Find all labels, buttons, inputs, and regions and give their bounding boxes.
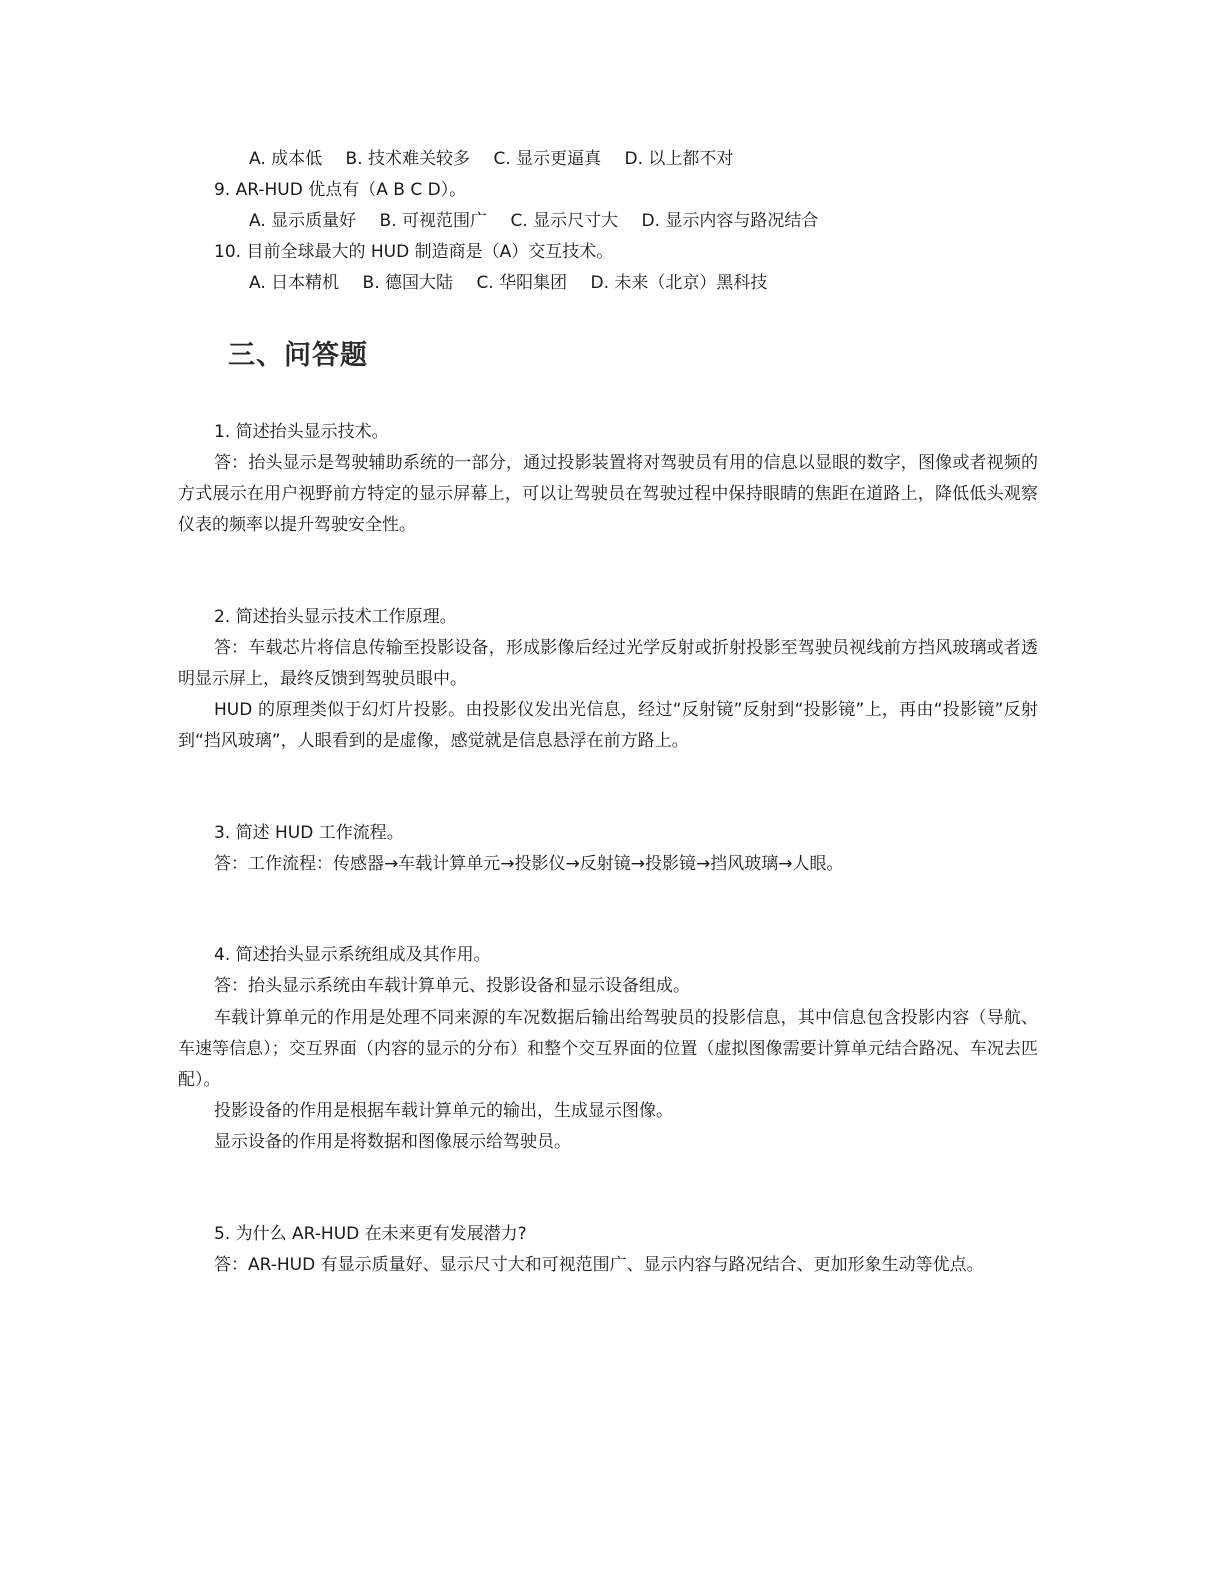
qa5-answer: 答：AR-HUD 有显示质量好、显示尺寸大和可视范围广、显示内容与路况结合、更加形象生动等优点。 [214,1255,984,1275]
qa2-answer-2: HUD 的原理类似于幻灯片投影。由投影仪发出光信息，经过“反射镜”反射到“投影镜”上，再由“投影镜”反射到“挡风玻璃”，人眼看到的是虚像，感觉就是信息悬浮在前方路上。 [178,700,1038,751]
q10-option-d: D. 未来（北京）黑科技 [590,273,768,293]
q9-option-d: D. 显示内容与路况结合 [641,211,819,231]
q8-options [249,148,733,170]
qa4-answer-2: 车载计算单元的作用是处理不同来源的车况数据后输出给驾驶员的投影信息，其中信息包含投影内容（导航、车速等信息）；交互界面（内容的显示的分布）和整个交互界面的位置（虚拟图像需要计算单元结合路况、车况去匹配）。 [178,1008,1038,1090]
q10-option-b: B. 德国大陆 [362,273,454,293]
q8-option-c: C. 显示更逼真 [493,149,602,169]
section-heading: 三、问答题 [228,340,368,371]
qa4-answer-4: 显示设备的作用是将数据和图像展示给驾驶员。 [214,1132,571,1152]
q9-option-b: B. 可视范围广 [379,211,488,231]
qa2-answer: 答：车载芯片将信息传输至投影设备，形成影像后经过光学反射或折射投影至驾驶员视线前方挡风玻璃或者透明显示屏上，最终反馈到驾驶员眼中。 [178,638,1038,689]
qa3-answer: 答：工作流程：传感器→车载计算单元→投影仪→反射镜→投影镜→挡风玻璃→人眼。 [214,854,844,874]
qa1-answer: 答：抬头显示是驾驶辅助系统的一部分，通过投影装置将对驾驶员有用的信息以显眼的数字，图像或者视频的方式展示在用户视野前方特定的显示屏幕上，可以让驾驶员在驾驶过程中保持眼睛的焦距在道路上，降低低头观察仪表的频率以提升驾驶安全性。 [178,453,1038,535]
qa4-answer: 答：抬头显示系统由车载计算单元、投影设备和显示设备组成。 [214,976,690,996]
q9-option-c: C. 显示尺寸大 [510,211,619,231]
q10-option-a: A. 日本精机 [249,273,340,293]
qa3-question: 3. 简述 HUD 工作流程。 [214,823,404,843]
qa2-question: 2. 简述抬头显示技术工作原理。 [214,607,457,627]
q9-question: 9. AR-HUD 优点有（A B C D）。 [214,180,467,200]
qa1-question: 1. 简述抬头显示技术。 [214,422,389,442]
qa4-question: 4. 简述抬头显示系统组成及其作用。 [214,945,491,965]
q9-option-a: A. 显示质量好 [249,211,357,231]
q9-options [249,210,818,232]
q10-options [249,272,767,294]
q10-option-c: C. 华阳集团 [476,273,568,293]
q10-question: 10. 目前全球最大的 HUD 制造商是（A）交互技术。 [214,242,614,262]
qa5-question: 5. 为什么 AR-HUD 在未来更有发展潜力? [214,1224,527,1244]
q8-option-d: D. 以上都不对 [624,149,734,169]
q8-option-a: A. 成本低 [249,149,323,169]
qa4-answer-3: 投影设备的作用是根据车载计算单元的输出，生成显示图像。 [214,1101,673,1121]
q8-option-b: B. 技术难关较多 [345,149,471,169]
